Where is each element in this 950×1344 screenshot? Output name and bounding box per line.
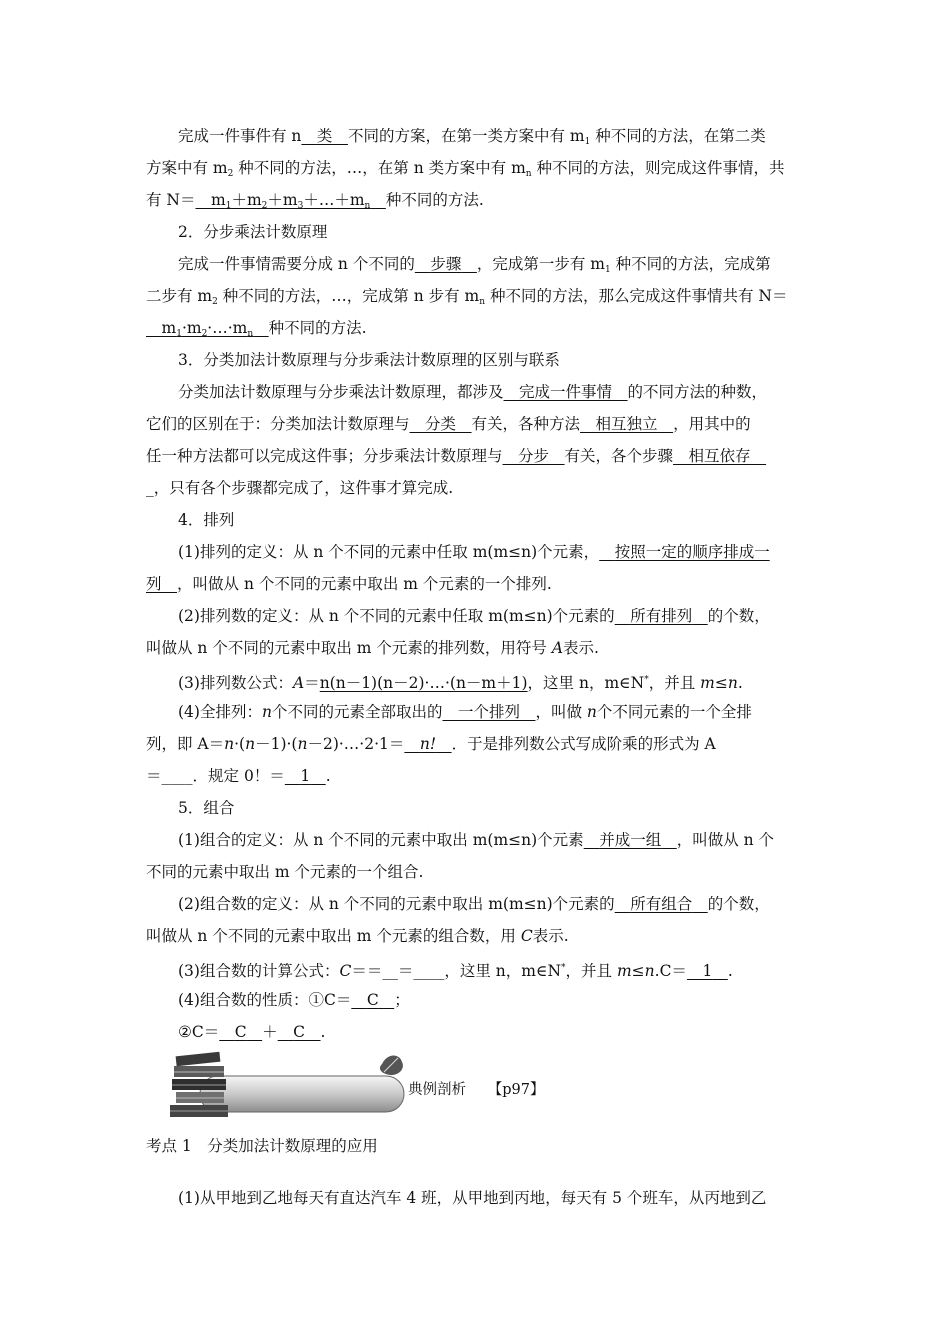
s3-line3: 任一种方法都可以完成这件事；分步乘法计数原理与 分步 有关，各个步骤 相互依存 [146,447,751,465]
s4-full3: ＝____．规定 0！＝ 1 . [146,767,331,785]
s5-prop2: ②C＝ C ＋ C . [178,1023,326,1041]
books-icon [170,1052,228,1117]
s2-line2: 二步有 $m_2$ 种不同的方法，…，完成第 n 步有 $m_n$ 种不同的方法，那么完成这件事情共有 N＝ [146,287,788,307]
s5-def2-line2: 叫做从 n 个不同的元素中取出 m 个元素的组合数，用 C表示. [146,927,569,945]
s3-line1: 分类加法计数原理与分步乘法计数原理，都涉及 完成一件事情 的不同方法的种数， [178,383,768,401]
s3-heading: 3．分类加法计数原理与分步乘法计数原理的区别与联系 [178,351,560,369]
s3-line2: 它们的区别在于：分类加法计数原理与 分类 有关，各种方法 相互独立 ，用其中的 [146,415,751,433]
s2-line1: 完成一件事情需要分成 n 个不同的 步骤 ，完成第一步有 $m_1$ 种不同的方法，完成第 [178,255,771,275]
s2-line3: $m_1\cdot m_2\cdot\dots\cdot m_n$ 种不同的方法. [161,319,367,339]
s4-heading: 4．排列 [178,511,235,529]
topic-heading: 考点 1 分类加法计数原理的应用 [146,1137,378,1155]
s5-heading: 5．组合 [178,799,235,817]
s4-formula: (3)排列数公式：A＝n(n－1)(n－2)·…·(n－m＋1)，这里 n，m∈N*，并且 m≤n. [178,674,743,692]
s5-def1-line1: (1)组合的定义：从 n 个不同的元素中取出 m(m≤n)个元素 并成一组 ，叫做从 n 个 [178,831,775,849]
s4-def2-line2: 叫做从 n 个不同的元素中取出 m 个元素的排列数，用符号 A表示. [146,639,599,657]
s2-heading: 2．分步乘法计数原理 [178,223,328,241]
s5-prop1: (4)组合数的性质：①C＝ C ； [178,991,410,1009]
s4-def1-line1: (1)排列的定义：从 n 个不同的元素中任取 m(m≤n)个元素， 按照一定的顺序排成一 [178,543,770,561]
s4-full2: 列，即 A＝n·(n－1)·(n－2)·…·2·1＝ n! ．于是排列数公式写成阶乘的形式为 A [146,735,716,753]
s4-def2-line1: (2)排列数的定义：从 n 个不同的元素中任取 m(m≤n)个元素的 所有排列 的个数， [178,607,770,625]
s4-full1: (4)全排列：n个不同的元素全部取出的 一个排列 ，叫做 n个不同元素的一个全排 [178,703,752,721]
banner-title: 典例剖析 【p97】 [408,1082,545,1098]
s5-def2-line1: (2)组合数的定义：从 n 个不同的元素中取出 m(m≤n)个元素的 所有组合 的个数， [178,895,770,913]
s1-line3: 有 N＝ $m_1+m_2+m_3+\dots+m_n$ 种不同的方法. [146,191,484,211]
s1-line1: 完成一件事件有 n 类 不同的方案，在第一类方案中有 $m_1$ 种不同的方法，在第二类 [178,127,766,147]
s1-line2: 方案中有 $m_2$ 种不同的方法，…，在第 n 类方案中有 $m_n$ 种不同的方法，则完成这件事情，共 [146,159,785,179]
section-banner [170,1048,410,1124]
page-ref: 【p97】 [487,1082,545,1098]
s5-def1-line2: 不同的元素中取出 m 个元素的一个组合. [146,863,424,881]
s5-formula: (3)组合数的计算公式：C＝＝__＝____，这里 n，m∈N*，并且 m≤n.C＝ 1 . [178,962,733,980]
question-1: (1)从甲地到乙地每天有直达汽车 4 班，从甲地到丙地，每天有 5 个班车，从丙地到乙 [178,1189,767,1207]
s4-def1-line2: 列 ，叫做从 n 个不同的元素中取出 m 个元素的一个排列. [146,575,552,593]
s3-line4: _，只有各个步骤都完成了，这件事才算完成. [146,479,454,497]
leaf-icon [380,1056,403,1076]
